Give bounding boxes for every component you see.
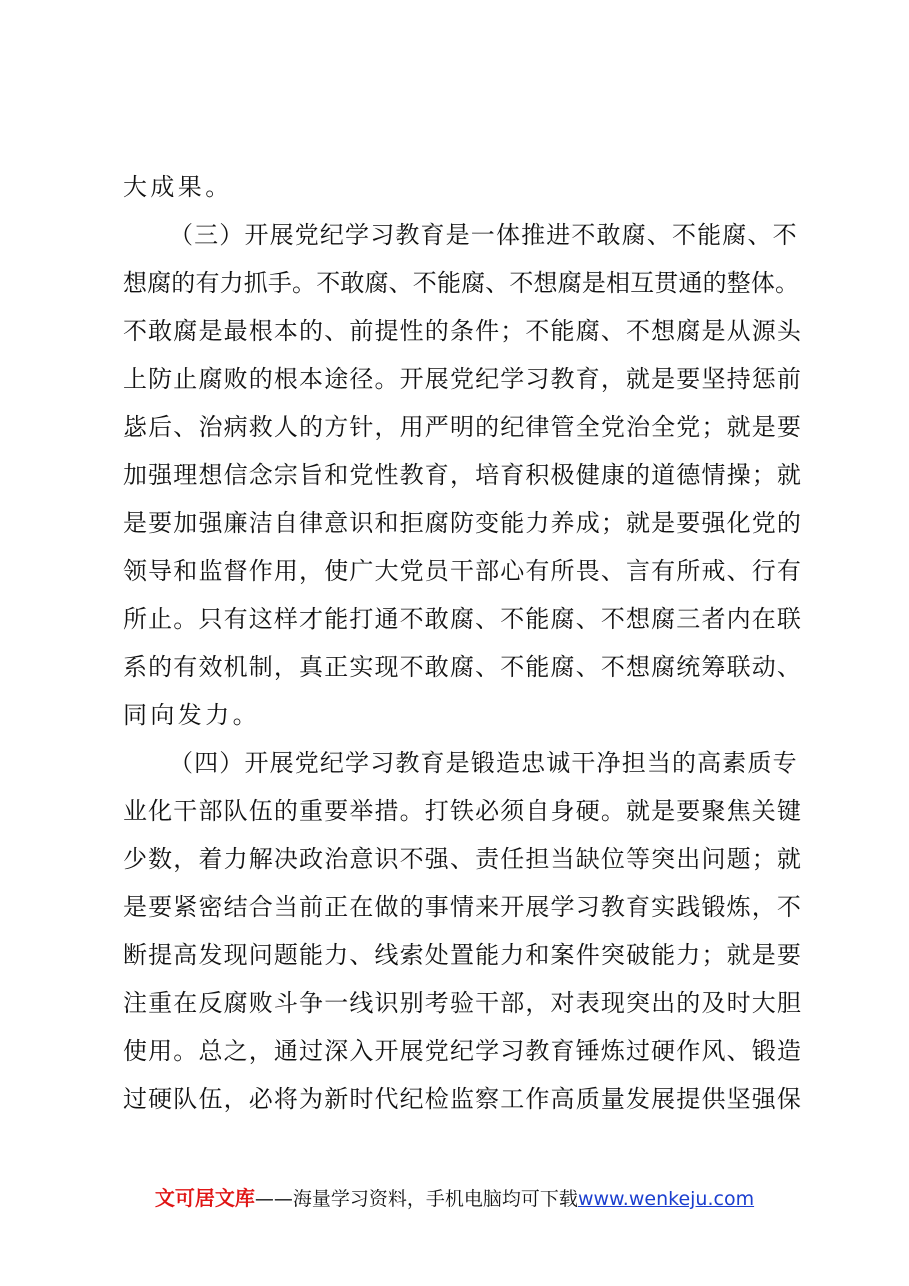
text-line: 上防止腐败的根本途径。开展党纪学习教育，就是要坚持惩前: [123, 365, 803, 393]
text-line: 大成果。: [123, 173, 233, 201]
text-line: 过硬队伍，必将为新时代纪检监察工作高质量发展提供坚强保: [123, 1085, 803, 1113]
footer-site-link[interactable]: www.wenkeju.com: [577, 1188, 755, 1210]
text-line: 注重在反腐败斗争一线识别考验干部，对表现突出的及时大胆: [123, 989, 803, 1017]
section-4-heading-line: （四）开展党纪学习教育是锻造忠诚干净担当的高素质专: [169, 749, 798, 777]
text-line: 系的有效机制，真正实现不敢腐、不能腐、不想腐统筹联动、: [123, 653, 803, 681]
text-line: 毖后、治病救人的方针，用严明的纪律管全党治全党；就是要: [123, 413, 803, 441]
text-line: 同向发力。: [123, 701, 260, 729]
section-3-heading-line: （三）开展党纪学习教育是一体推进不敢腐、不能腐、不: [169, 221, 798, 249]
text-line: 领导和监督作用，使广大党员干部心有所畏、言有所戒、行有: [123, 557, 803, 585]
footer-banner: [0, 1182, 909, 1211]
text-line: 不敢腐是最根本的、前提性的条件；不能腐、不想腐是从源头: [123, 317, 803, 345]
text-line: 所止。只有这样才能打通不敢腐、不能腐、不想腐三者内在联: [123, 605, 803, 633]
text-line: 少数，着力解决政治意识不强、责任担当缺位等突出问题；就: [123, 845, 803, 873]
text-line: 使用。总之，通过深入开展党纪学习教育锤炼过硬作风、锻造: [123, 1037, 803, 1065]
text-line: 是要紧密结合当前正在做的事情来开展学习教育实践锻炼，不: [123, 893, 803, 921]
text-line: 业化干部队伍的重要举措。打铁必须自身硬。就是要聚焦关键: [123, 797, 803, 825]
document-body: [123, 163, 803, 1123]
footer-brand: 文可居文库: [154, 1186, 255, 1210]
text-line: 断提高发现问题能力、线索处置能力和案件突破能力；就是要: [123, 941, 803, 969]
footer-tagline: ——海量学习资料，手机电脑均可下载: [254, 1188, 578, 1210]
text-line: 是要加强廉洁自律意识和拒腐防变能力养成；就是要强化党的: [123, 509, 803, 537]
text-line: 加强理想信念宗旨和党性教育，培育积极健康的道德情操；就: [123, 461, 803, 489]
text-line: 想腐的有力抓手。不敢腐、不能腐、不想腐是相互贯通的整体。: [123, 269, 800, 297]
